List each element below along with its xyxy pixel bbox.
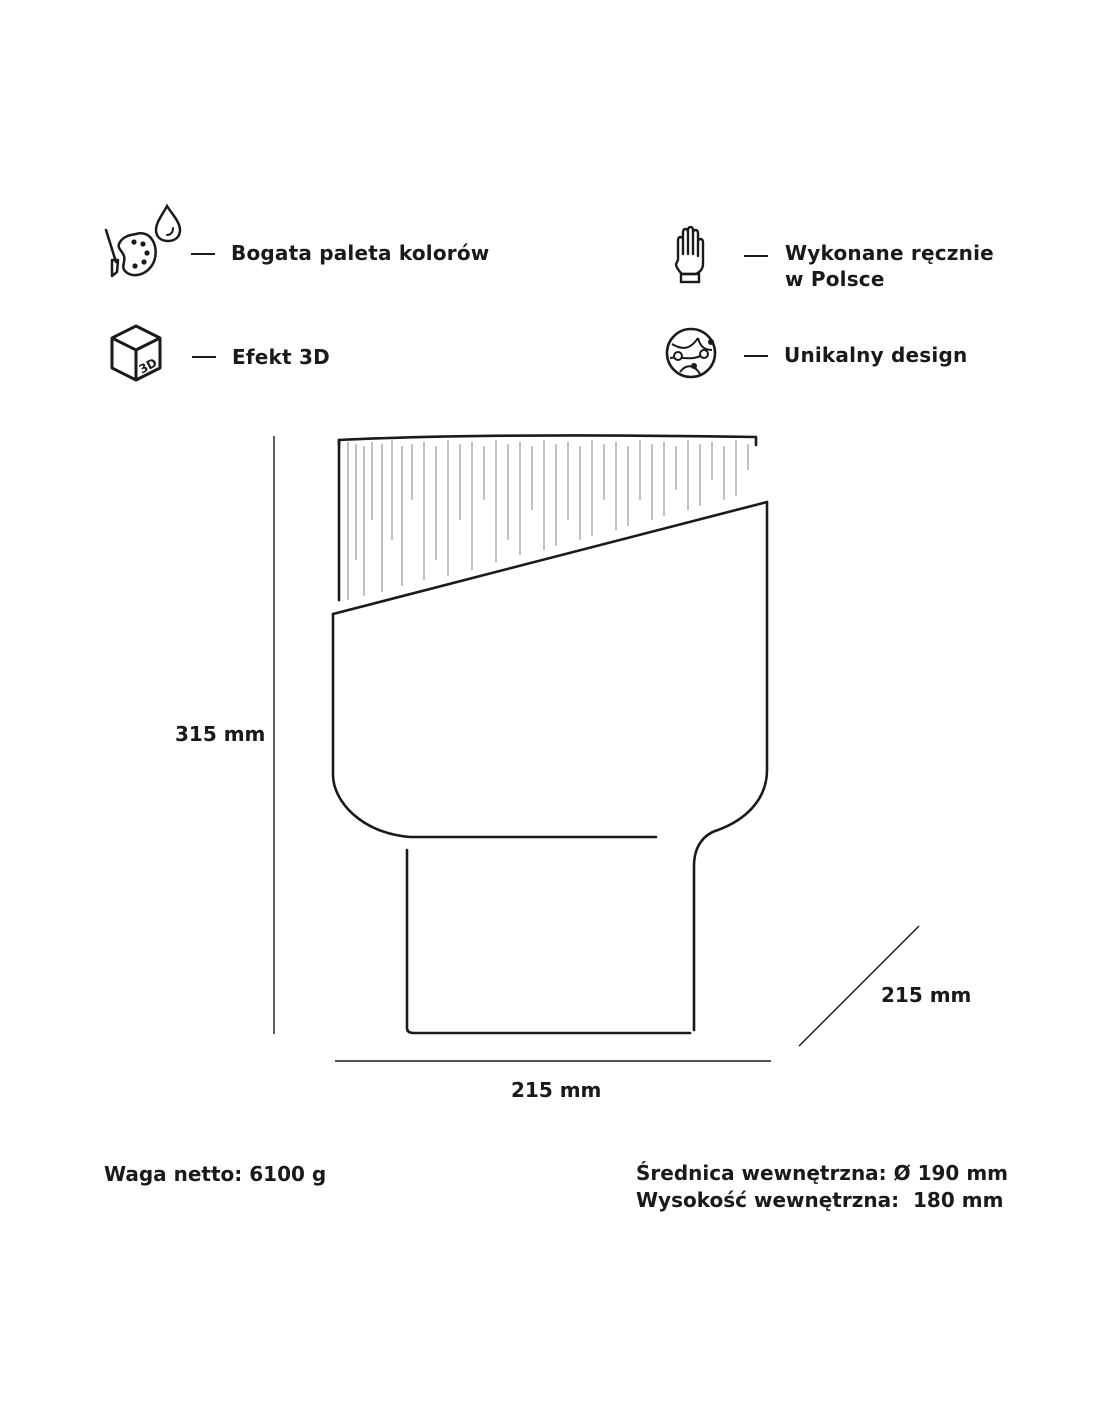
unique-label: Unikalny design: [784, 343, 968, 367]
handmade-label-line1: Wykonane ręcznie: [785, 241, 994, 265]
depth-label: 215 mm: [881, 983, 972, 1007]
pot-outline: [333, 436, 767, 1033]
handmade-label-line2: w Polsce: [785, 267, 885, 291]
inner-diameter-spec: Średnica wewnętrzna: Ø 190 mm: [636, 1161, 1008, 1185]
palette-label: Bogata paleta kolorów: [231, 241, 490, 265]
cube-badge: 3D: [136, 355, 160, 377]
weight-spec: Waga netto: 6100 g: [104, 1162, 327, 1186]
height-label: 315 mm: [175, 722, 266, 746]
width-label: 215 mm: [511, 1078, 602, 1102]
inner-height-spec: Wysokość wewnętrzna: 180 mm: [636, 1188, 1004, 1212]
pot-texture: [348, 440, 748, 600]
effect3d-label: Efekt 3D: [232, 345, 330, 369]
